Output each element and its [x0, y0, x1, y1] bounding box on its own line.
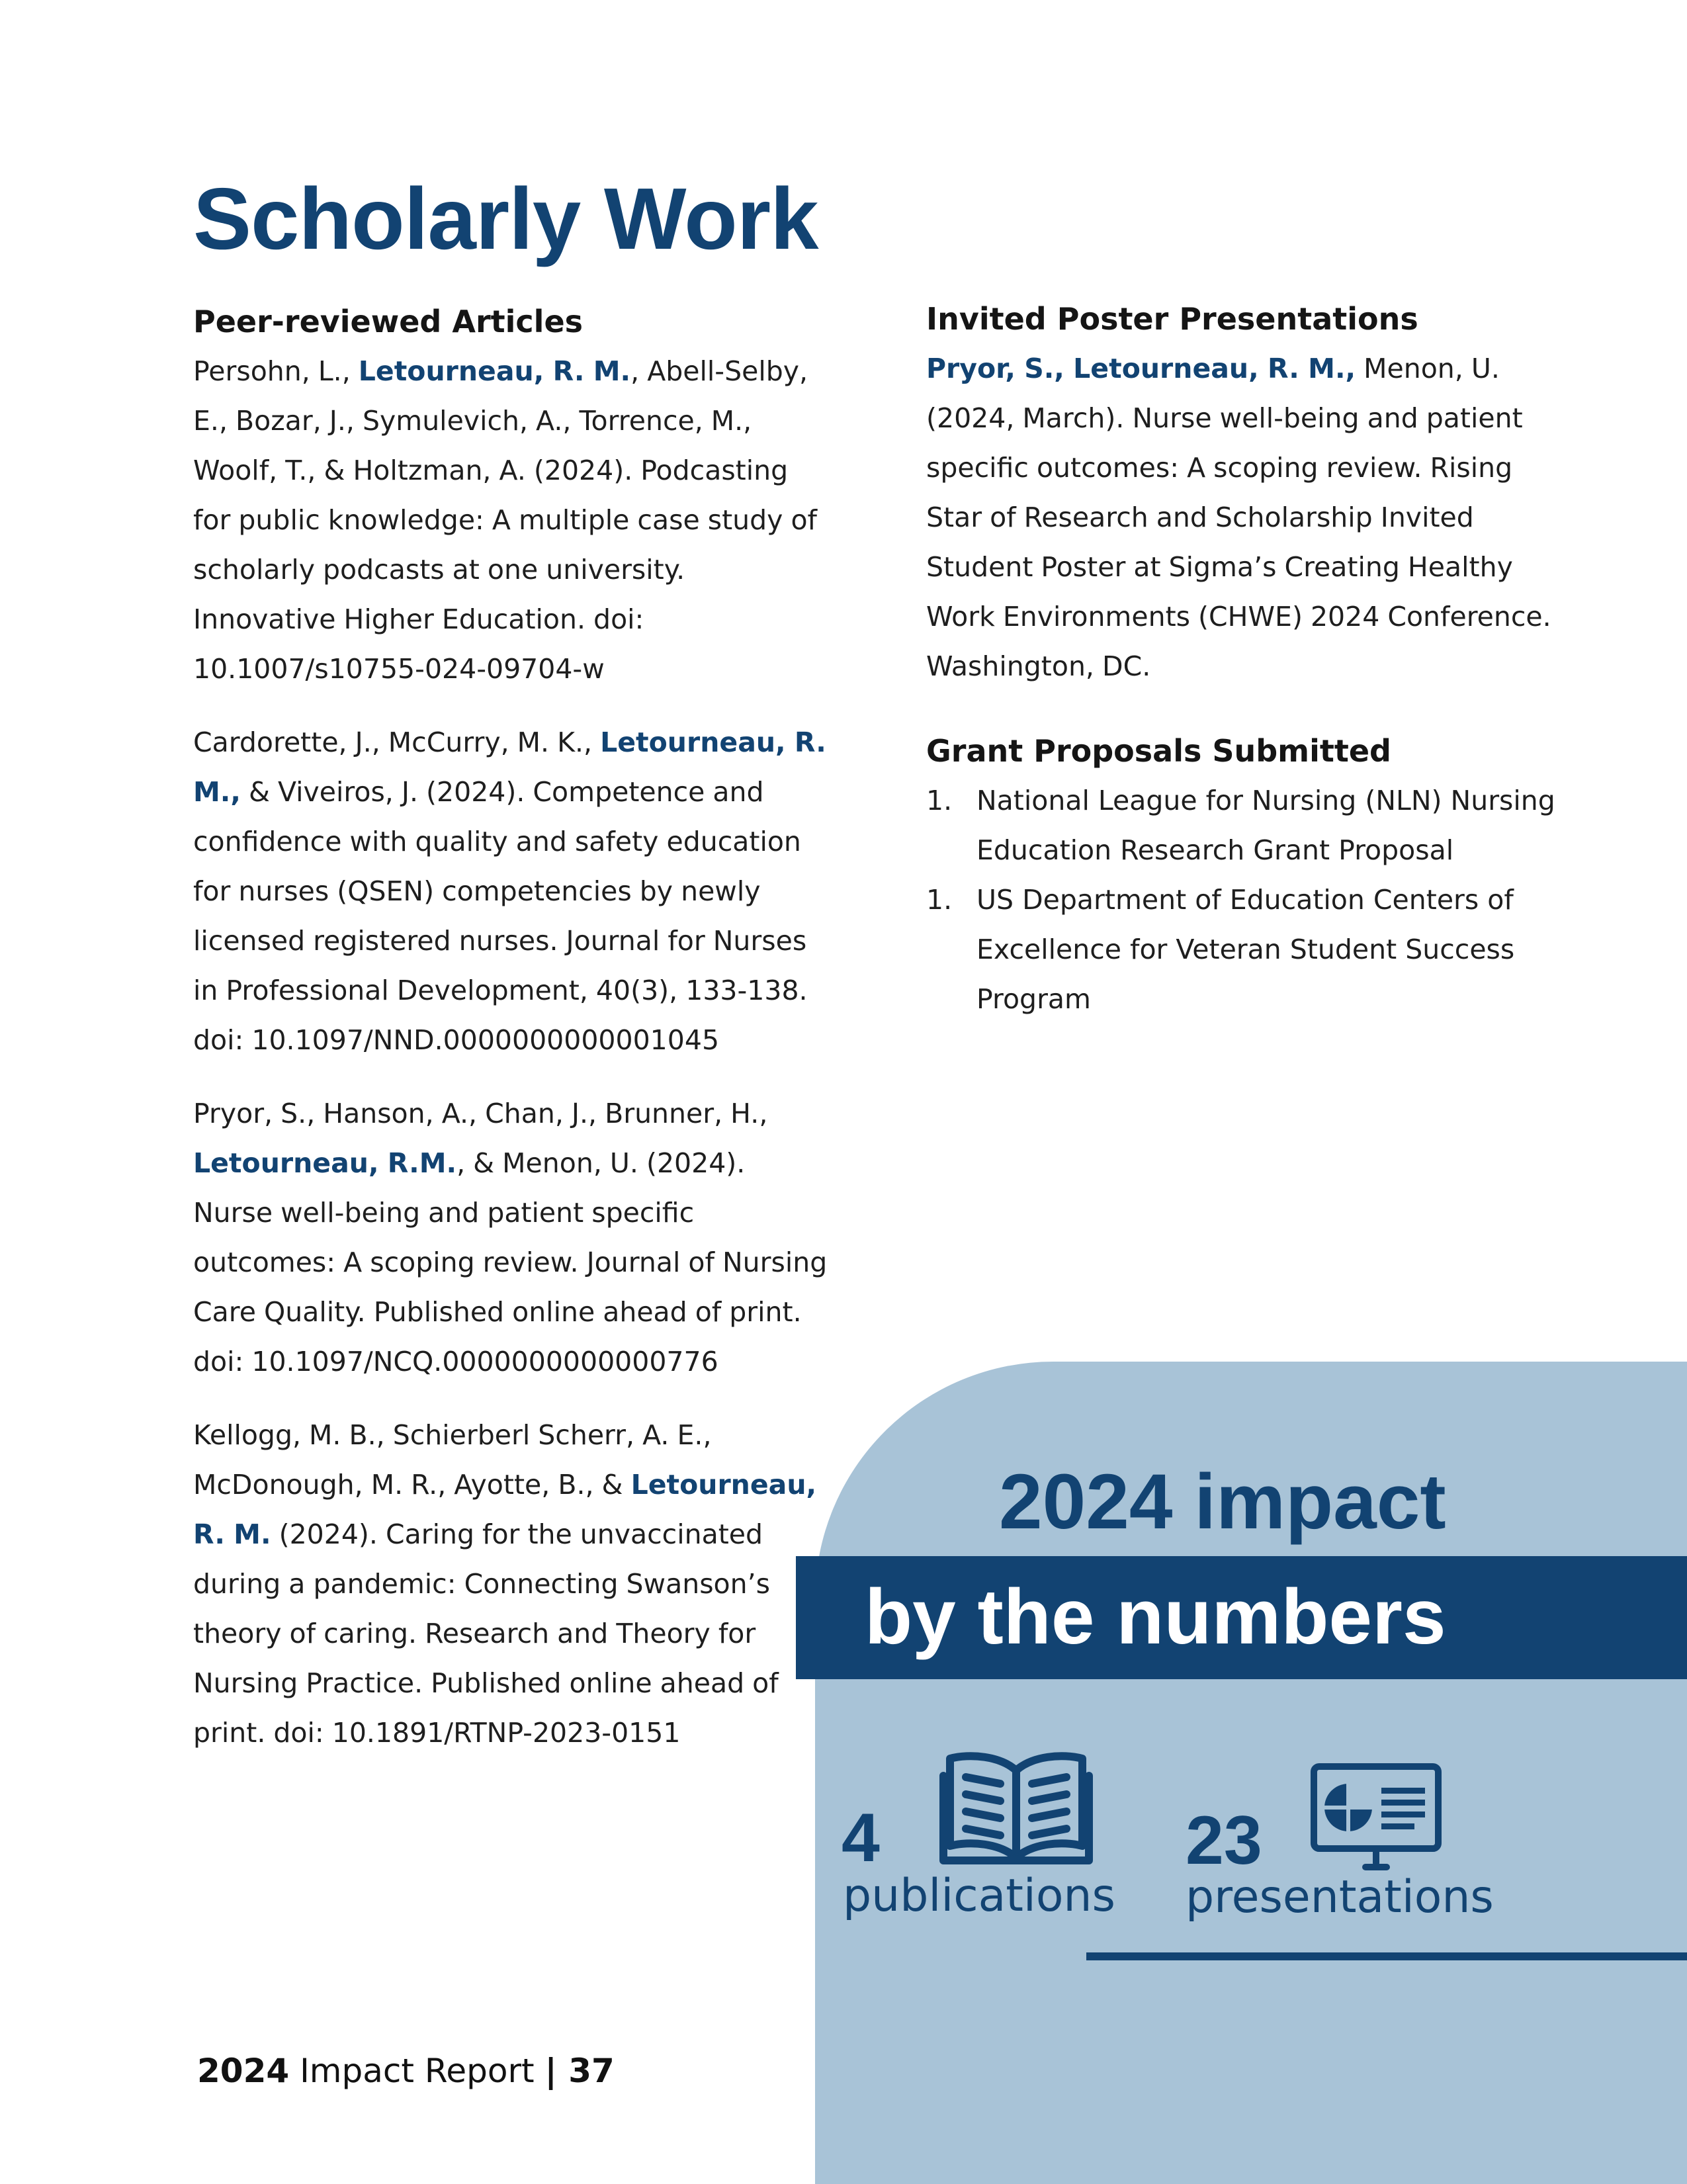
highlighted-author: Letourneau, R. M. — [358, 355, 631, 387]
highlighted-author: Letourneau, R. M. — [193, 1469, 817, 1550]
grants-list — [926, 776, 1561, 1024]
reference-authors: Cardorette, J., McCurry, M. K., — [193, 726, 601, 758]
reference-details: Menon, U. (2024, March). Nurse well-being and patient specific outcomes: A scoping review. Rising Star of Research and Scholarship Invited Student Poster at Sigma’s Creating Healthy Work Environments (CHWE) 2024 Conference. Washington, DC. — [926, 353, 1551, 682]
impact-heading: 2024 impact — [999, 1458, 1446, 1546]
footer-label: Impact Report — [289, 2052, 545, 2090]
reference-authors: Kellogg, M. B., Schierberl Scherr, A. E., McDonough, M. R., Ayotte, B., & — [193, 1419, 712, 1501]
impact-divider — [1086, 1952, 1687, 1960]
page-footer — [197, 2048, 615, 2094]
footer-page-number: 37 — [556, 2052, 615, 2090]
articles-heading: Peer-reviewed Articles — [193, 304, 584, 339]
article-reference — [193, 1089, 828, 1387]
presentation-screen-icon — [1310, 1763, 1442, 1875]
list-number: 1. — [926, 785, 953, 816]
reference-authors: Persohn, L., — [193, 355, 359, 387]
footer-year: 2024 — [197, 2052, 290, 2090]
reference-details: , & Menon, U. (2024). Nurse well-being and patient specific outcomes: A scoping review. Journal of Nursing Care Quality. Published online ahead of print. doi: — [193, 1147, 828, 1377]
articles-column — [193, 296, 828, 1758]
reference-details: , Abell-Selby, E., Bozar, J., Symulevich, A., Torrence, M., Woolf, T., & Holtzman, A. (2024). Podcasting for public knowledge: A multiple case study of scholarly podcasts at one university. Innovative Higher Education. doi: — [193, 355, 817, 635]
reference-doi: 10.1097/NND.0000000000001045 — [251, 1024, 720, 1056]
impact-subheading: by the numbers — [865, 1573, 1446, 1661]
reference-details: (2024). Caring for the unvaccinated during a pandemic: Connecting Swanson’s theory of caring. Research and Theory for Nursing Practice. Published online ahead of print. doi: — [193, 1518, 779, 1749]
publications-count: 4 — [842, 1800, 880, 1876]
article-reference — [193, 347, 828, 694]
reference-doi: 10.1007/s10755-024-09704-w — [193, 653, 605, 685]
highlighted-author: Pryor, S., Letourneau, R. M., — [926, 353, 1356, 384]
reference-doi: 10.1891/RTNP-2023-0151 — [331, 1717, 681, 1749]
list-item — [926, 875, 1561, 1024]
publications-label: publications — [843, 1870, 1115, 1922]
article-reference — [193, 1411, 828, 1758]
open-book-icon — [939, 1747, 1093, 1870]
reference-authors: Pryor, S., Hanson, A., Chan, J., Brunner, H., — [193, 1098, 768, 1129]
highlighted-author: Letourneau, R. M., — [193, 726, 826, 808]
presentations-label: presentations — [1186, 1871, 1494, 1923]
posters-heading: Invited Poster Presentations — [926, 301, 1418, 337]
list-item — [926, 776, 1561, 875]
reference-doi: 10.1097/NCQ.0000000000000776 — [251, 1346, 718, 1377]
footer-separator: | — [544, 2052, 557, 2090]
highlighted-author: Letourneau, R.M. — [193, 1147, 457, 1179]
grant-text: National League for Nursing (NLN) Nursing Education Research Grant Proposal — [976, 785, 1555, 866]
poster-reference — [926, 344, 1561, 691]
grants-heading: Grant Proposals Submitted — [926, 733, 1391, 769]
page-title: Scholarly Work — [193, 170, 818, 267]
list-number: 1. — [926, 884, 953, 916]
presentations-count: 23 — [1186, 1802, 1262, 1879]
posters-grants-column — [926, 294, 1561, 1024]
grant-text: US Department of Education Centers of Excellence for Veteran Student Success Program — [976, 884, 1515, 1015]
article-reference — [193, 718, 828, 1065]
reference-details: & Viveiros, J. (2024). Competence and confidence with quality and safety education for nurses (QSEN) competencies by newly licensed registered nurses. Journal for Nurses in Professional Development, 40(3), 133-138. doi: — [193, 776, 808, 1056]
